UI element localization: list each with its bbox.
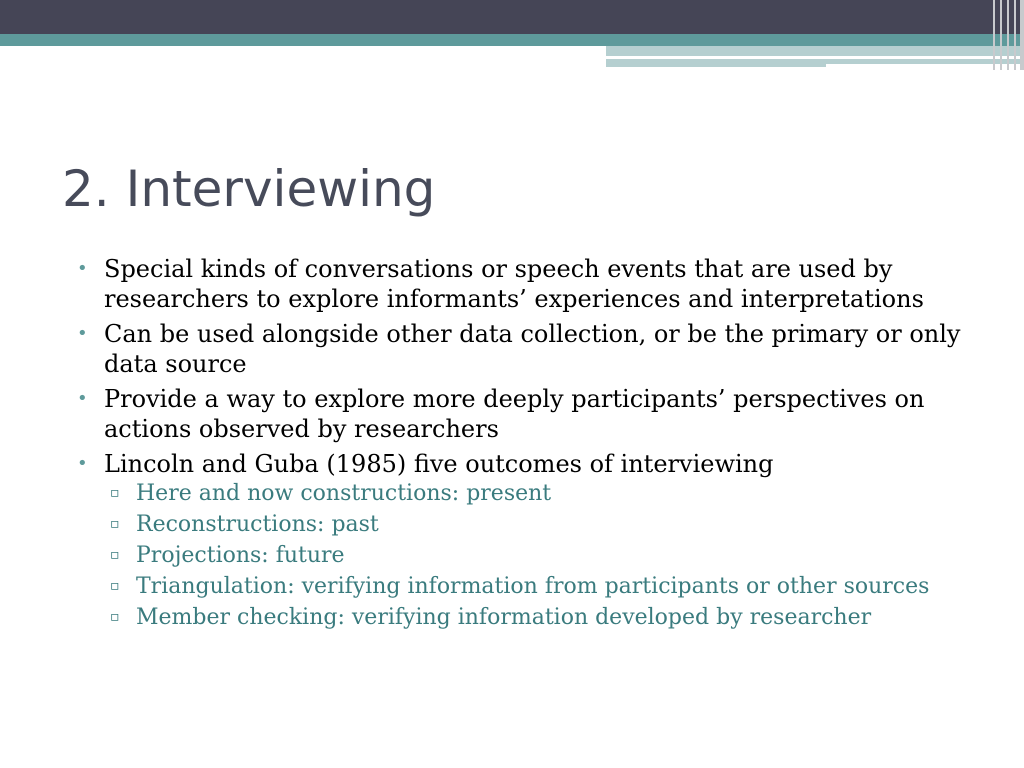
- corner-stripe: [1020, 0, 1024, 70]
- square-bullet-icon: ▫: [110, 547, 120, 563]
- square-bullet-icon: ▫: [110, 516, 120, 532]
- sub-bullet-list: [104, 480, 974, 631]
- sub-bullet-item: [104, 480, 974, 507]
- slide-title: 2. Interviewing: [62, 160, 436, 218]
- bullet-item: [74, 384, 974, 444]
- sub-bullet-text: Here and now constructions: present: [136, 481, 552, 506]
- sub-bullet-text: Triangulation: verifying information from participants or other sources: [136, 574, 930, 599]
- corner-stripe: [1007, 0, 1009, 70]
- sub-bullet-text: Projections: future: [136, 543, 345, 568]
- header-dark-band: [0, 0, 1024, 34]
- corner-stripe: [1000, 0, 1002, 70]
- sub-bullet-item: [104, 542, 974, 569]
- bullet-list: [74, 254, 974, 631]
- sub-bullet-item: [104, 573, 974, 600]
- bullet-text: Special kinds of conversations or speech events that are used by researchers to explore informants’ experiences and interpretations: [104, 255, 924, 313]
- bullet-dot-icon: •: [77, 388, 88, 409]
- sub-bullet-text: Member checking: verifying information developed by researcher: [136, 605, 872, 630]
- corner-stripe: [993, 0, 995, 70]
- bullet-text: Provide a way to explore more deeply participants’ perspectives on actions observed by researchers: [104, 385, 925, 443]
- slide-body: [74, 254, 974, 636]
- bullet-dot-icon: •: [77, 453, 88, 474]
- square-bullet-icon: ▫: [110, 485, 120, 501]
- square-bullet-icon: ▫: [110, 578, 120, 594]
- square-bullet-icon: ▫: [110, 609, 120, 625]
- sub-bullet-item: [104, 511, 974, 538]
- sub-bullet-text: Reconstructions: past: [136, 512, 379, 537]
- bullet-dot-icon: •: [77, 258, 88, 279]
- bullet-item: [74, 254, 974, 314]
- corner-stripe: [1014, 0, 1016, 70]
- bullet-dot-icon: •: [77, 323, 88, 344]
- bullet-item: [74, 449, 974, 631]
- header-light-band-upper: [606, 46, 1024, 56]
- sub-bullet-item: [104, 604, 974, 631]
- bullet-text: Lincoln and Guba (1985) five outcomes of interviewing: [104, 450, 774, 478]
- bullet-item: [74, 319, 974, 379]
- bullet-text: Can be used alongside other data collection, or be the primary or only data source: [104, 320, 961, 378]
- header-teal-band: [0, 34, 1024, 46]
